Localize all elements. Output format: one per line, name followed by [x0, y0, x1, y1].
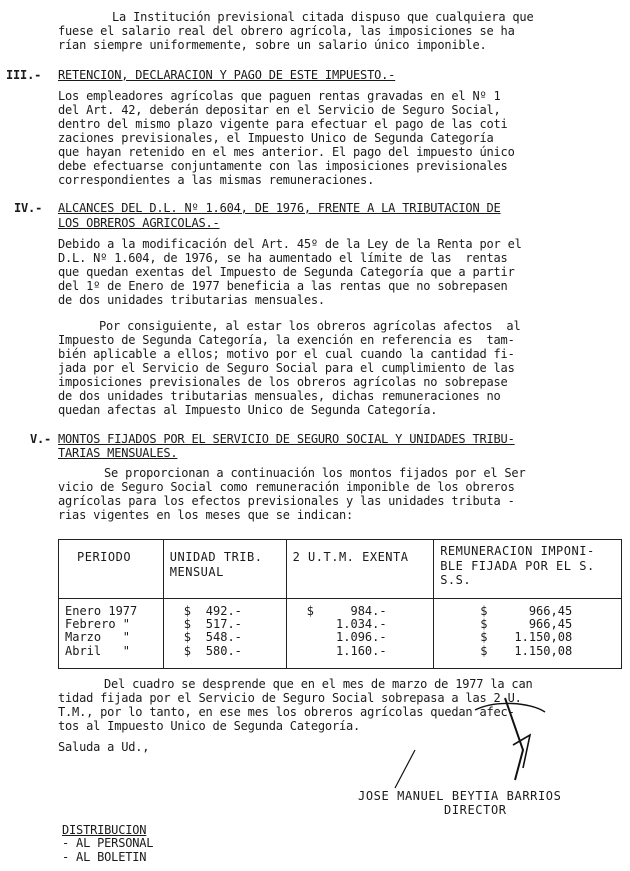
utm-value: 517.-	[205, 617, 242, 632]
distribution-item: - AL BOLETIN	[62, 850, 147, 864]
table-row: Enero 1977	[65, 604, 138, 618]
body-line: que hayan retenido en el mes anterior. El pago del impuesto único	[58, 145, 515, 159]
body-line: Impuesto de Segunda Categoría, la exención en referencia es tam-	[58, 333, 515, 347]
header-utm: UNIDAD TRIB. MENSUAL	[163, 540, 286, 599]
section-title: MONTOS FIJADOS POR EL SERVICIO DE SEGURO SOCIAL Y UNIDADES TRIBU-	[58, 432, 515, 446]
utm-column	[163, 599, 286, 669]
section-title: LOS OBREROS AGRICOLAS.-	[58, 216, 220, 230]
body-line: de dos unidades tributarias mensuales, dichas remuneraciones no	[58, 389, 501, 403]
currency-symbol: $	[183, 630, 192, 645]
body-line: Por consiguiente, al estar los obreros agrícolas afectos al	[99, 319, 521, 333]
table-row: 1.096.-	[336, 630, 387, 645]
section-title: ALCANCES DEL D.L. Nº 1.604, DE 1976, FRENTE A LA TRIBUTACION DE	[58, 201, 501, 215]
utm-value: 548.-	[205, 630, 242, 645]
table-header-row	[59, 540, 622, 599]
remuneracion-value: 1.150,08	[514, 630, 573, 645]
intro-line: La Institución previsional citada dispuso que cualquiera que	[112, 10, 534, 24]
section-title: TARIAS MENSUALES.	[58, 446, 178, 460]
body-line: Se proporcionan a continuación los montos fijados por el Ser	[104, 466, 526, 480]
utm-exenta-column	[286, 599, 434, 669]
currency-symbol: $	[183, 604, 192, 618]
intro-line: rían siempre uniformemente, sobre un salario único imponible.	[58, 38, 487, 52]
body-line: quedan afectas al Impuesto Unico de Segunda Categoría.	[58, 403, 438, 417]
header-remuneracion: REMUNERACION IMPONI- BLE FIJADA POR EL S. S.S.	[434, 540, 622, 599]
body-line: correspondientes a las mismas remuneraciones.	[58, 173, 375, 187]
period-column	[59, 599, 164, 669]
distribution-heading: DISTRIBUCION	[62, 823, 147, 837]
utm-exenta-value: 984.-	[350, 604, 387, 618]
table-row	[184, 645, 282, 658]
body-line: jada por el Servicio de Seguro Social para el cumplimiento de las	[58, 361, 515, 375]
header-utm-exenta: 2 U.T.M. EXENTA	[286, 540, 434, 599]
body-line: Los empleadores agrícolas que paguen rentas gravadas en el Nº 1	[58, 89, 501, 103]
section-number: III.-	[6, 68, 42, 82]
currency-symbol: $	[183, 643, 192, 658]
body-line: bién aplicable a ellos; motivo por el cual cuando la cantidad fi-	[58, 347, 515, 361]
currency-symbol: $	[183, 617, 192, 632]
table-body-row	[59, 599, 622, 669]
header-periodo: PERIODO	[59, 540, 164, 599]
remuneracion-value: 1.150,08	[514, 643, 573, 658]
body-line: que quedan exentas del Impuesto de Segunda Categoría que a partir	[58, 265, 515, 279]
body-line: del Art. 42, deberán depositar en el Servicio de Seguro Social,	[58, 103, 501, 117]
body-line: de dos unidades tributarias mensuales.	[58, 293, 325, 307]
body-line: Debido a la modificación del Art. 45º de la Ley de la Renta por el	[58, 237, 522, 251]
currency-symbol: $	[480, 617, 488, 632]
utm-value: 580.-	[205, 643, 242, 658]
section-title: RETENCION, DECLARACION Y PAGO DE ESTE IMPUESTO.-	[58, 68, 396, 82]
currency-symbol: $	[480, 630, 488, 645]
currency-symbol: $	[306, 604, 314, 618]
signatory-name: JOSE MANUEL BEYTIA BARRIOS	[358, 789, 562, 803]
remuneracion-value: 966,45	[528, 604, 573, 618]
currency-symbol: $	[480, 604, 488, 618]
body-line: rias vigentes en los meses que se indican:	[58, 508, 354, 522]
distribution-item: - AL PERSONAL	[62, 836, 154, 850]
table-row: 1.034.-	[336, 617, 387, 632]
salutation: Saluda a Ud.,	[58, 740, 150, 754]
currency-symbol: $	[480, 643, 488, 658]
remuneracion-value: 966,45	[528, 617, 573, 632]
body-line: agrícolas para los efectos previsionales y las unidades tributa -	[58, 494, 515, 508]
body-line: D.L. Nº 1.604, de 1976, se ha aumentado el límite de las rentas	[58, 251, 508, 265]
remuneracion-column	[434, 599, 622, 669]
intro-line: fuese el salario real del obrero agrícola, las imposiciones se ha	[58, 24, 515, 38]
signatory-title: DIRECTOR	[444, 803, 507, 817]
amounts-table	[58, 539, 622, 669]
body-line: debe efectuarse conjuntamente con las imposiciones previsionales	[58, 159, 508, 173]
table-row: Febrero "	[65, 617, 131, 632]
body-line: dentro del mismo plazo vigente para efectuar el pago de las coti	[58, 117, 508, 131]
body-line: zaciones previsionales, el Impuesto Unico de Segunda Categoría	[58, 131, 494, 145]
body-line: tos al Impuesto Unico de Segunda Categoría.	[58, 719, 361, 733]
section-number: V.-	[30, 432, 52, 446]
section-number: IV.-	[14, 201, 43, 215]
utm-value: 492.-	[205, 604, 242, 618]
table-row: Abril "	[65, 643, 131, 658]
table-row: Marzo "	[65, 630, 131, 645]
body-line: T.M., por lo tanto, en ese mes los obreros agrícolas quedan afec-	[58, 705, 515, 719]
body-line: Del cuadro se desprende que en el mes de marzo de 1977 la can	[104, 677, 533, 691]
body-line: imposiciones previsionales de los obreros agrícolas no sobrepase	[58, 375, 508, 389]
body-line: vicio de Seguro Social como remuneración imponible de los obreros	[58, 480, 515, 494]
body-line: del 1º de Enero de 1977 beneficia a las rentas que no sobrepasen	[58, 279, 508, 293]
body-line: tidad fijada por el Servicio de Seguro Social sobrepasa a las 2 U.	[58, 691, 522, 705]
table-row	[480, 631, 572, 644]
signature-mark	[355, 690, 575, 790]
table-row: 1.160.-	[336, 643, 387, 658]
table-row	[480, 645, 572, 658]
